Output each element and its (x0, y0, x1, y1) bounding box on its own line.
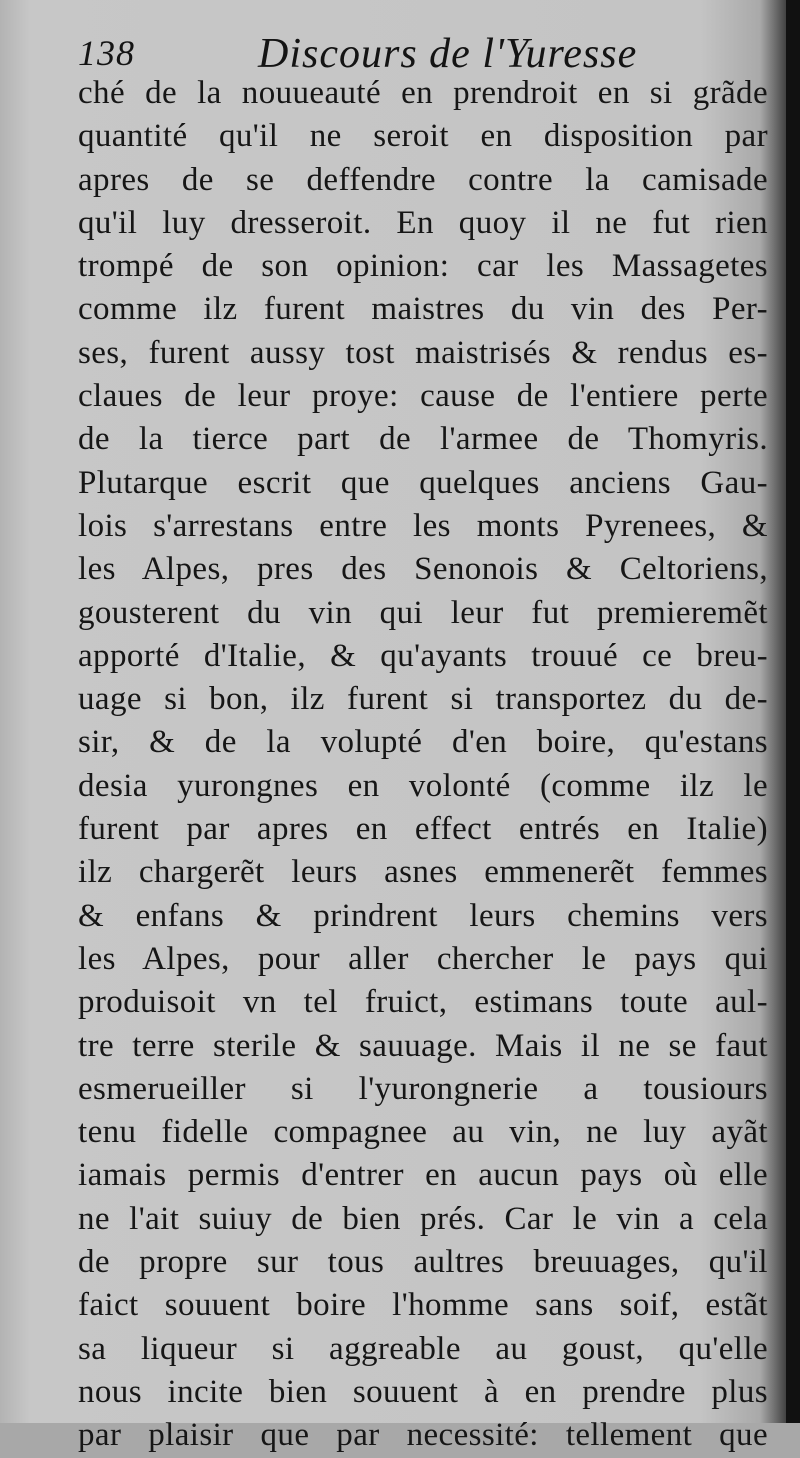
text-line: lois s'arrestans entre les monts Pyrenees, & (78, 507, 768, 544)
text-line: qu'il luy dresseroit. En quoy il ne fut rien (78, 204, 768, 241)
page-number: 138 (78, 33, 135, 73)
book-gutter-shadow (786, 0, 800, 1423)
text-line: les Alpes, pres des Senonois & Celtoriens, (78, 551, 768, 588)
text-line: iamais permis d'entrer en aucun pays où elle (78, 1157, 768, 1194)
text-line: Plutarque escrit que quelques anciens Gau- (78, 464, 768, 501)
text-line: & enfans & prindrent leurs chemins vers (78, 897, 768, 934)
text-line: faict souuent boire l'homme sans soif, estãt (78, 1287, 768, 1324)
text-line: trompé de son opinion: car les Massagetes (78, 248, 768, 285)
text-line: ché de la nouueauté en prendroit en si grãde (78, 75, 768, 111)
text-line: quantité qu'il ne seroit en disposition par (78, 118, 768, 155)
text-line: ne l'ait suiuy de bien prés. Car le vin a cela (78, 1200, 768, 1237)
text-line: desia yurongnes en volonté (comme ilz le (78, 767, 768, 804)
page-header (78, 30, 768, 78)
text-line: produisoit vn tel fruict, estimans toute aul- (78, 984, 768, 1021)
text-line: comme ilz furent maistres du vin des Per- (78, 291, 768, 328)
text-line: furent par apres en effect entrés en Italie) (78, 811, 768, 848)
text-line: gousterent du vin qui leur fut premieremẽt (78, 594, 768, 631)
text-line: sa liqueur si aggreable au goust, qu'elle (78, 1330, 768, 1367)
text-line: claues de leur proye: cause de l'entiere perte (78, 378, 768, 415)
body-text (78, 72, 768, 1458)
text-line: esmerueiller si l'yurongnerie a tousiours (78, 1070, 768, 1107)
text-line: apres de se deffendre contre la camisade (78, 161, 768, 198)
text-line: tre terre sterile & sauuage. Mais il ne se faut (78, 1027, 768, 1064)
text-line: uage si bon, ilz furent si transportez du de- (78, 681, 768, 718)
text-line: les Alpes, pour aller chercher le pays qui (78, 940, 768, 977)
text-line: tenu fidelle compagnee au vin, ne luy ayãt (78, 1114, 768, 1151)
text-line: ses, furent aussy tost maistrisés & rendus es- (78, 334, 768, 371)
text-line: ilz chargerẽt leurs asnes emmenerẽt femmes (78, 854, 768, 891)
text-line: sir, & de la volupté d'en boire, qu'estans (78, 724, 768, 761)
text-line: apporté d'Italie, & qu'ayants trouué ce breu- (78, 637, 768, 674)
text-line: de la tierce part de l'armee de Thomyris. (78, 421, 768, 458)
text-line: de propre sur tous aultres breuuages, qu'il (78, 1244, 768, 1281)
running-title: Discours de l'Yuresse (258, 31, 638, 77)
text-line: nous incite bien souuent à en prendre plus (78, 1373, 768, 1410)
text-line: par plaisir que par necessité: tellement que (78, 1417, 768, 1454)
